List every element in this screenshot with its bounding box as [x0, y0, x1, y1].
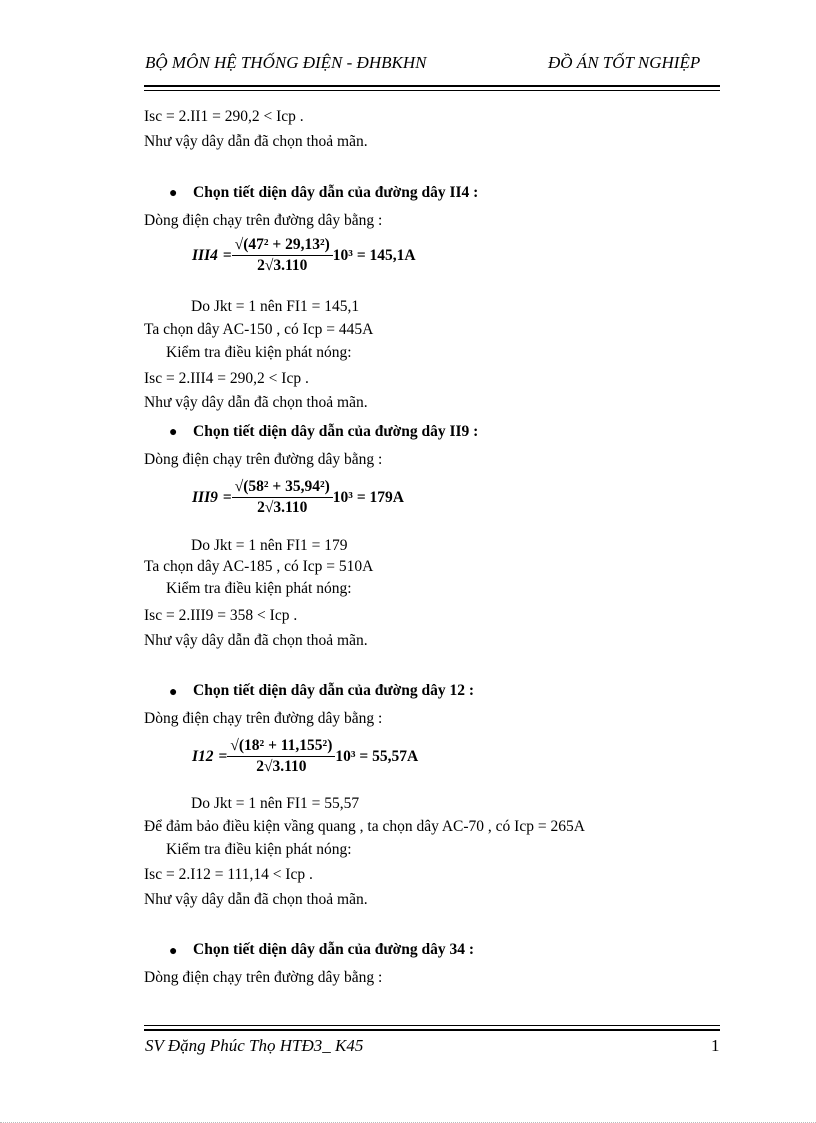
formula-fraction: [232, 478, 333, 517]
formula-rhs: 10³ = 179A: [332, 488, 404, 506]
header-rule-bottom: [144, 90, 720, 91]
bullet-icon: ●: [169, 186, 178, 201]
bullet-icon: ●: [169, 944, 178, 959]
formula-fraction: [232, 236, 333, 275]
do-jkt-line: Do Jkt = 1 nên FI1 = 55,57: [191, 795, 360, 812]
formula-numerator: √(47² + 29,13²): [232, 236, 333, 256]
formula-denominator: 2√3.110: [256, 758, 307, 775]
formula-12: I12 = $\frac{\text{√(18² + 11,155²)}}{2√3.110}$ 10³ = 55,57A: [192, 737, 419, 775]
formula-numerator: √(58² + 35,94²): [232, 478, 333, 498]
formula-rhs: 10³ = 55,57A: [335, 747, 419, 765]
formula-lhs: III4: [192, 246, 218, 264]
check-line: Kiểm tra điều kiện phát nóng:: [166, 344, 352, 361]
choice-line: Để đảm bảo điều kiện vầng quang , ta chọn dây AC-70 , có Icp = 265A: [144, 818, 585, 835]
isc-line: Isc = 2.I12 = 111,14 < Icp .: [144, 866, 313, 883]
bullet-icon: ●: [169, 685, 178, 700]
formula-lhs: I12: [192, 747, 214, 765]
check-line: Kiểm tra điều kiện phát nóng:: [166, 580, 352, 597]
intro-line: Dòng điện chạy trên đường dây bằng :: [144, 451, 383, 468]
formula-fraction: [227, 737, 335, 776]
page-number: 1: [711, 1036, 720, 1055]
isc-line: Isc = 2.III9 = 358 < Icp .: [144, 607, 298, 624]
formula-rhs: 10³ = 145,1A: [332, 246, 416, 264]
formula-denominator: 2√3.110: [257, 499, 308, 516]
formula-lhs: III9: [192, 488, 218, 506]
section-title-ii4: Chọn tiết diện dây dẫn của đường dây II4 :: [193, 184, 479, 201]
isc-line-i1: Isc = 2.II1 = 290,2 < Icp .: [144, 108, 304, 125]
formula-denominator: 2√3.110: [257, 257, 308, 274]
section-title-34: Chọn tiết diện dây dẫn của đường dây 34 :: [193, 941, 475, 958]
formula-ii4: III4 = $\frac{\text{√(47² + 29,13²)}}{2√3.110}$ 10³ = 145,1A: [192, 236, 416, 274]
footer-rule-top: [144, 1025, 720, 1026]
do-jkt-line: Do Jkt = 1 nên FI1 = 179: [191, 537, 348, 554]
choice-line: Ta chọn dây AC-150 , có Icp = 445A: [144, 321, 374, 338]
header-left: BỘ MÔN HỆ THỐNG ĐIỆN - ĐHBKHN: [145, 53, 427, 72]
conclusion-line: Như vậy dây dẫn đã chọn thoả mãn.: [144, 632, 368, 649]
bullet-icon: ●: [169, 425, 178, 440]
section-title-12: Chọn tiết diện dây dẫn của đường dây 12 :: [193, 682, 475, 699]
footer-rule-bottom: [144, 1029, 720, 1031]
formula-ii9: III9 = $\frac{\text{√(58² + 35,94²)}}{2√3.110}$ 10³ = 179A: [192, 478, 404, 516]
intro-line: Dòng điện chạy trên đường dây bằng :: [144, 212, 383, 229]
conclusion-line: Như vậy dây dẫn đã chọn thoả mãn.: [144, 133, 368, 150]
choice-line: Ta chọn dây AC-185 , có Icp = 510A: [144, 558, 374, 575]
header-right: ĐỒ ÁN TỐT NGHIỆP: [548, 53, 701, 72]
intro-line: Dòng điện chạy trên đường dây bằng :: [144, 969, 383, 986]
formula-numerator: √(18² + 11,155²): [227, 737, 335, 757]
isc-line: Isc = 2.III4 = 290,2 < Icp .: [144, 370, 309, 387]
intro-line: Dòng điện chạy trên đường dây bằng :: [144, 710, 383, 727]
section-title-ii9: Chọn tiết diện dây dẫn của đường dây II9 :: [193, 423, 479, 440]
conclusion-line: Như vậy dây dẫn đã chọn thoả mãn.: [144, 891, 368, 908]
do-jkt-line: Do Jkt = 1 nên FI1 = 145,1: [191, 298, 360, 315]
header-rule-top: [144, 85, 720, 87]
footer-author: SV Đặng Phúc Thọ HTĐ3_ K45: [145, 1036, 364, 1055]
check-line: Kiểm tra điều kiện phát nóng:: [166, 841, 352, 858]
conclusion-line: Như vậy dây dẫn đã chọn thoả mãn.: [144, 394, 368, 411]
